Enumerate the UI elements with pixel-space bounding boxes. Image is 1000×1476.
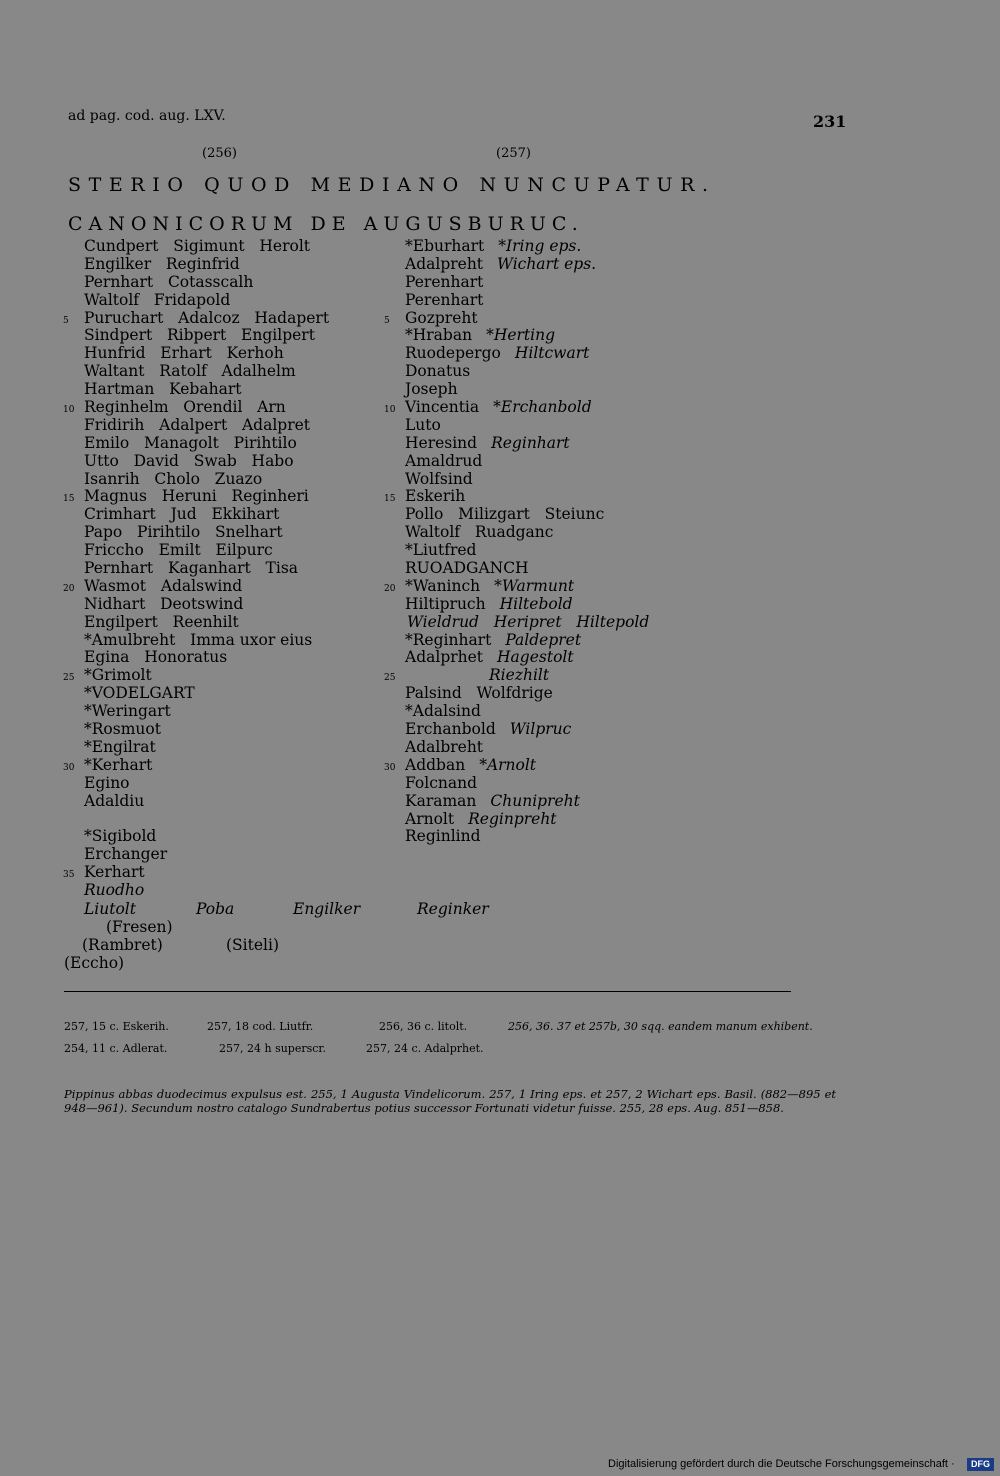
line-number: 35 <box>63 870 75 881</box>
name-line <box>384 398 805 417</box>
name-entry-italic: Hiltcwart <box>514 344 590 363</box>
name-entry: Addban <box>405 755 466 774</box>
name-line <box>84 327 384 345</box>
name-line <box>84 381 384 399</box>
name-line <box>405 256 805 274</box>
name-line <box>84 506 384 524</box>
name-entry: Waltant Ratolf Adalhelm <box>84 362 296 381</box>
name-entry: Puruchart Adalcoz Hadapert <box>84 308 330 327</box>
name-entry: Pernhart Cotasscalh <box>84 272 254 291</box>
name-entry-italic: Wilpruc <box>509 720 572 739</box>
name-line <box>84 471 384 489</box>
section-title: STERIO QUOD MEDIANO NUNCUPATUR. <box>68 174 716 196</box>
name-line <box>84 256 384 274</box>
name-entry: Erchanger <box>84 845 168 864</box>
name-line <box>84 811 384 829</box>
name-entry: Emilo Managolt Pirihtilo <box>84 433 297 452</box>
line-number: 25 <box>63 673 75 684</box>
name-entry: *Weringart <box>84 702 171 721</box>
line-number: 30 <box>384 762 396 773</box>
name-entry: Friccho Emilt Eilpurc <box>84 541 273 560</box>
name-line <box>84 685 384 703</box>
name-entry: Amaldrud <box>405 451 483 470</box>
footnote-divider <box>64 991 791 992</box>
name-entry: Luto <box>405 415 441 434</box>
name-entry: *Liutfred <box>405 541 477 560</box>
name-entry: Magnus Heruni Reginheri <box>84 487 309 506</box>
name-entry: Joseph <box>405 380 458 399</box>
name-line <box>84 649 384 667</box>
bottom-name-eccho: (Eccho) <box>64 954 125 972</box>
subsection-title: CANONICORUM DE AUGUSBURUC. <box>68 213 584 235</box>
historical-footnote: Pippinus abbas duodecimus expulsus est. 255, 1 Augusta Vindelicorum. 257, 1 Iring eps. et 257, 2 Wichart eps. Basil. (882—895 et 948—961). Secundum nostro catalogo Sundrabertus potius successor Fortunati videtur fuisse. 255, 28 eps. Aug. 851—858. <box>64 1087 836 1115</box>
critical-note: 257, 18 cod. Liutfr. <box>207 1020 314 1033</box>
name-entry-italic: *Warmunt <box>494 576 575 595</box>
name-entry-italic: Hiltebold <box>499 594 573 613</box>
name-entry: Engilpert Reenhilt <box>84 612 239 631</box>
name-entry: Heresind <box>405 433 478 452</box>
name-entry: Adaldiu <box>84 791 145 810</box>
name-entry: Perenhart <box>405 290 484 309</box>
name-entry: Sindpert Ribpert Engilpert <box>84 326 315 345</box>
name-line <box>84 596 384 614</box>
name-entry: Ruodho <box>84 881 145 900</box>
name-entry: Wasmot Adalswind <box>84 576 243 595</box>
name-line <box>84 775 384 793</box>
name-entry: Cundpert Sigimunt Herolt <box>84 237 311 255</box>
name-line <box>84 614 384 632</box>
name-entry: Wolfsind <box>405 469 473 488</box>
name-entry: Ruodepergo <box>405 344 501 363</box>
line-number: 20 <box>384 583 396 594</box>
name-line <box>84 828 384 846</box>
name-line <box>84 292 384 310</box>
name-line <box>384 487 805 506</box>
name-entry: Waltolf Ruadganc <box>405 523 554 542</box>
page-ref-256: (256) <box>202 146 237 161</box>
name-entry: Adalpreht <box>405 254 484 273</box>
name-entry-italic: *Herting <box>486 326 556 345</box>
name-entry: Fridirih Adalpert Adalpret <box>84 415 311 434</box>
name-entry: Folcnand <box>405 773 478 792</box>
page-number: 231 <box>813 112 847 131</box>
name-entry-italic: *Arnolt <box>479 755 537 774</box>
name-line <box>63 308 384 328</box>
line-number: 5 <box>384 315 390 326</box>
name-entry: RUOADGANCH <box>405 559 529 578</box>
name-entry: *VODELGART <box>84 684 195 703</box>
name-line <box>405 471 805 489</box>
bottom-name-reginker: Reginker <box>417 900 489 918</box>
name-line <box>405 417 805 435</box>
name-entry: Egina Honoratus <box>84 648 228 667</box>
name-line <box>405 596 805 614</box>
name-entry: Reginhelm Orendil Arn <box>84 398 286 417</box>
critical-note: 257, 15 c. Eskerih. <box>64 1020 169 1033</box>
name-entry: Egino <box>84 773 130 792</box>
name-entry-italic: Hagestolt <box>497 648 574 667</box>
name-line <box>84 882 384 900</box>
name-line <box>63 576 384 596</box>
name-line <box>405 703 805 721</box>
name-entry-italic: Reginhart <box>491 433 570 452</box>
name-line <box>84 417 384 435</box>
name-line <box>84 560 384 578</box>
name-line <box>63 398 384 417</box>
name-line <box>405 828 805 846</box>
name-line <box>405 345 805 363</box>
name-line <box>405 614 805 632</box>
name-line <box>63 755 384 775</box>
name-line <box>405 524 805 542</box>
name-entry-italic: Wieldrud Heripret Hiltepold <box>407 612 650 631</box>
name-line <box>405 274 805 292</box>
name-entry: Hiltipruch <box>405 594 486 613</box>
name-entry: *Hraban <box>405 326 473 345</box>
name-entry: *Grimolt <box>84 666 152 685</box>
names-column-right <box>384 237 805 846</box>
name-line <box>405 381 805 399</box>
name-line <box>405 721 805 739</box>
name-line <box>405 506 805 524</box>
name-line <box>63 666 384 685</box>
name-line <box>405 811 805 829</box>
line-number: 25 <box>384 673 396 684</box>
line-number: 5 <box>63 315 69 326</box>
name-line <box>84 542 384 560</box>
name-entry: Vincentia <box>405 398 480 417</box>
name-entry-italic: Chunipreht <box>490 791 580 810</box>
name-entry-italic: Reginpreht <box>468 809 557 828</box>
name-entry: Kerhart <box>84 863 145 882</box>
name-entry: Gozpreht <box>405 308 478 327</box>
name-line <box>384 755 805 775</box>
name-line <box>84 524 384 542</box>
name-line <box>384 308 805 328</box>
bottom-name-fresen: (Fresen) <box>106 918 173 936</box>
name-line <box>405 649 805 667</box>
name-line <box>84 703 384 721</box>
name-line <box>84 793 384 811</box>
line-number: 10 <box>63 405 75 416</box>
name-entry: Adalbreht <box>405 737 484 756</box>
name-entry: Papo Pirihtilo Snelhart <box>84 523 283 542</box>
line-number: 10 <box>384 405 396 416</box>
name-entry: *Waninch <box>405 576 481 595</box>
name-line <box>405 775 805 793</box>
name-entry: Palsind Wolfdrige <box>405 684 553 703</box>
bottom-name-poba: Poba <box>196 900 235 918</box>
name-line <box>405 327 805 345</box>
name-entry: *Rosmuot <box>84 720 161 739</box>
name-entry: Nidhart Deotswind <box>84 594 244 613</box>
critical-note: 256, 36. 37 et 257b, 30 sqq. eandem manum exhibent. <box>508 1020 813 1033</box>
name-entry: Reginlind <box>405 827 481 846</box>
name-line <box>84 435 384 453</box>
name-entry: Karaman <box>405 791 477 810</box>
name-line <box>405 793 805 811</box>
page-ref-257: (257) <box>496 146 531 161</box>
name-line <box>84 453 384 471</box>
name-line <box>405 435 805 453</box>
name-line <box>84 721 384 739</box>
name-entry: Erchanbold <box>405 720 496 739</box>
running-header: ad pag. cod. aug. LXV. <box>68 108 226 124</box>
name-line <box>405 363 805 381</box>
name-entry: Perenhart <box>405 272 484 291</box>
name-entry: *Reginhart <box>405 630 492 649</box>
name-entry: *Eburhart <box>405 237 485 255</box>
name-entry: *Kerhart <box>84 755 153 774</box>
funding-credit: Digitalisierung gefördert durch die Deutsche Forschungsgemeinschaft · <box>608 1458 955 1470</box>
line-number: 20 <box>63 583 75 594</box>
name-entry: Arnolt <box>405 809 455 828</box>
name-line <box>405 453 805 471</box>
name-entry: Donatus <box>405 362 471 381</box>
critical-note: 257, 24 h superscr. <box>219 1042 326 1055</box>
name-line <box>405 560 805 578</box>
critical-note: 256, 36 c. litolt. <box>379 1020 468 1033</box>
name-line <box>84 238 384 256</box>
name-line <box>84 363 384 381</box>
name-entry-italic: Wichart eps. <box>497 254 597 273</box>
name-line <box>84 739 384 757</box>
name-line <box>63 863 384 882</box>
line-number: 15 <box>63 494 75 505</box>
name-line <box>405 685 805 703</box>
name-entry: *Sigibold <box>84 827 157 846</box>
bottom-name-liutolt: Liutolt <box>84 900 136 918</box>
name-line <box>84 846 384 864</box>
name-line <box>63 487 384 506</box>
name-line <box>405 542 805 560</box>
name-entry: *Adalsind <box>405 702 481 721</box>
name-entry: Adalprhet <box>405 648 484 667</box>
names-column-left <box>63 237 384 900</box>
name-line <box>84 632 384 650</box>
name-entry-italic: Riezhilt <box>489 666 550 685</box>
name-entry-italic: *Iring eps. <box>498 237 582 255</box>
name-entry: Isanrih Cholo Zuazo <box>84 469 263 488</box>
name-entry: *Amulbreht Imma uxor eius <box>84 630 313 649</box>
name-entry: Pernhart Kaganhart Tisa <box>84 559 299 578</box>
critical-note: 257, 24 c. Adalprhet. <box>366 1042 484 1055</box>
bottom-name-rambret: (Rambret) <box>82 936 163 954</box>
name-entry: Eskerih <box>405 487 466 506</box>
name-entry: Engilker Reginfrid <box>84 254 240 273</box>
name-entry: Hartman Kebahart <box>84 380 242 399</box>
name-entry: Hunfrid Erhart Kerhoh <box>84 344 284 363</box>
dfg-logo-icon: DFG <box>967 1458 994 1471</box>
bottom-name-engilker: Engilker <box>293 900 361 918</box>
name-line <box>405 739 805 757</box>
line-number: 30 <box>63 762 75 773</box>
line-number: 15 <box>384 494 396 505</box>
name-line <box>384 666 805 685</box>
name-line <box>84 345 384 363</box>
name-line <box>405 238 805 256</box>
name-entry: *Engilrat <box>84 737 156 756</box>
name-entry: Pollo Milizgart Steiunc <box>405 505 605 524</box>
name-entry-italic: Paldepret <box>505 630 582 649</box>
name-entry: Crimhart Jud Ekkihart <box>84 505 280 524</box>
name-entry: Utto David Swab Habo <box>84 451 294 470</box>
critical-note: 254, 11 c. Adlerat. <box>64 1042 168 1055</box>
name-line <box>405 632 805 650</box>
name-line <box>384 576 805 596</box>
name-entry-italic: *Erchanbold <box>493 398 592 417</box>
bottom-name-siteli: (Siteli) <box>226 936 279 954</box>
name-line <box>84 274 384 292</box>
name-line <box>405 292 805 310</box>
name-entry: Waltolf Fridapold <box>84 290 231 309</box>
